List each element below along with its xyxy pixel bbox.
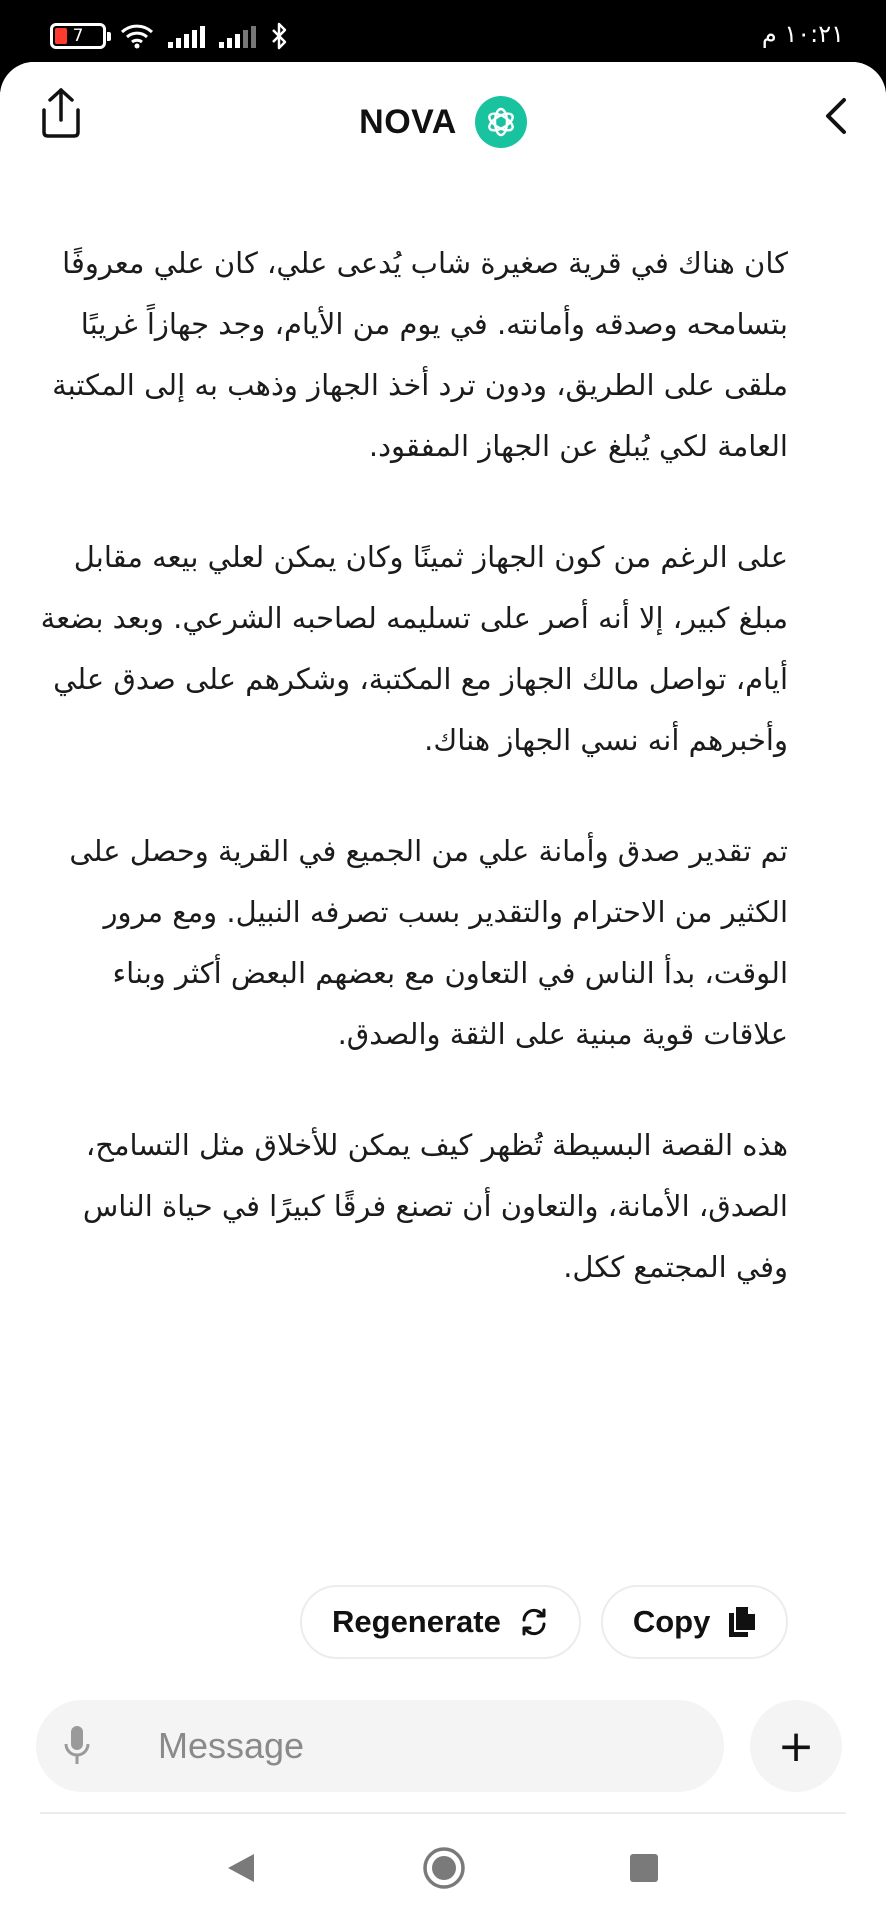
wifi-icon bbox=[120, 23, 154, 49]
message-paragraph: تم تقدير صدق وأمانة علي من الجميع في القرية وحصل على الكثير من الاحترام والتقدير بسب تصرفه النبيل. ومع مرور الوقت، بدأ الناس في التعاون مع بعضهم البعض أكثر وبناء علاقات قوية مبنية على الثقة والصدق. bbox=[69, 834, 788, 1051]
chat-screen bbox=[0, 62, 886, 1920]
page-title: NOVA bbox=[359, 102, 457, 141]
message-actions bbox=[300, 1585, 788, 1659]
signal-icon-2 bbox=[219, 24, 256, 48]
message-paragraph: على الرغم من كون الجهاز ثمينًا وكان يمكن لعلي بيعه مقابل مبلغ كبير، إلا أنه أصر على تسليمه لصاحبه الشرعي. وبعد بضعة أيام، تواصل مالك الجهاز مع المكتبة، وشكرهم على صدق علي وأخبرهم أنه نسي الجهاز هناك. bbox=[40, 540, 788, 757]
system-nav-bar bbox=[0, 1830, 886, 1920]
add-attachment-button[interactable] bbox=[750, 1700, 842, 1792]
message-paragraph: كان هناك في قرية صغيرة شاب يُدعى علي، كان علي معروفًا بتسامحه وصدقه وأمانته. في يوم من الأيام، وجد جهازاً غريبًا ملقى على الطريق، ودون ترد أخذ الجهاز وذهب به إلى المكتبة العامة لكي يُبلغ عن الجهاز المفقود. bbox=[52, 246, 788, 463]
refresh-icon bbox=[519, 1607, 549, 1637]
battery-icon bbox=[50, 23, 106, 49]
message-paragraph: هذه القصة البسيطة تُظهر كيف يمكن للأخلاق مثل التسامح، الصدق، الأمانة، والتعاون أن تصنع فرقًا كبيرًا في حياة الناس وفي المجتمع ككل. bbox=[82, 1128, 788, 1284]
openai-logo-icon bbox=[475, 96, 527, 148]
bluetooth-icon bbox=[270, 22, 288, 50]
microphone-icon[interactable] bbox=[62, 1724, 92, 1768]
battery-level: 7 bbox=[72, 26, 84, 46]
regenerate-button[interactable] bbox=[300, 1585, 581, 1659]
divider bbox=[40, 1812, 846, 1814]
chevron-right-icon[interactable] bbox=[816, 94, 856, 138]
regenerate-label: Regenerate bbox=[332, 1604, 501, 1639]
status-time: ١٠:٢١ م bbox=[761, 20, 844, 48]
nav-recent-apps-icon[interactable] bbox=[630, 1854, 658, 1882]
message-input[interactable] bbox=[158, 1700, 698, 1792]
header-title-group bbox=[0, 96, 886, 148]
assistant-message bbox=[40, 122, 788, 1348]
nav-back-icon[interactable] bbox=[226, 1852, 256, 1884]
nav-home-icon[interactable] bbox=[422, 1846, 466, 1890]
plus-icon: + bbox=[777, 1720, 815, 1772]
copy-icon bbox=[728, 1606, 756, 1638]
app-header bbox=[0, 62, 886, 172]
copy-button[interactable] bbox=[601, 1585, 789, 1659]
copy-label: Copy bbox=[632, 1604, 711, 1639]
message-composer bbox=[36, 1700, 724, 1792]
signal-icon bbox=[168, 24, 205, 48]
